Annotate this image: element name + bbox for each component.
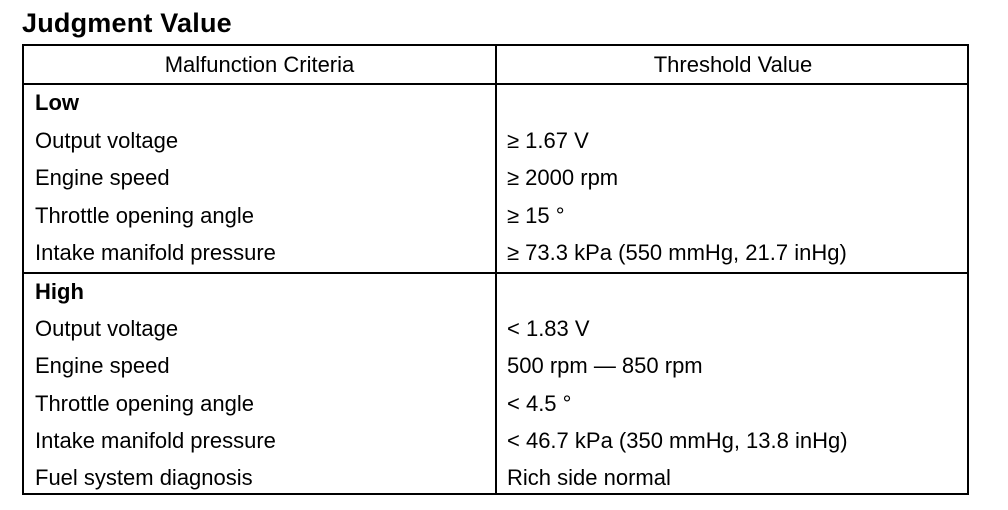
header-threshold-value: Threshold Value [653,52,813,77]
page-title: Judgment Value [22,8,232,38]
threshold-cell: ≥ 1.67 V [507,128,589,153]
column-divider [495,46,497,493]
header-malfunction-criteria: Malfunction Criteria [164,52,355,77]
threshold-cell: < 46.7 kPa (350 mmHg, 13.8 inHg) [507,428,848,453]
threshold-cell: < 4.5 ° [507,391,572,416]
threshold-cell: < 1.83 V [507,316,590,341]
group-divider [24,272,967,274]
criteria-cell: Fuel system diagnosis [35,465,253,490]
criteria-cell: Intake manifold pressure [35,428,276,453]
threshold-cell: ≥ 2000 rpm [507,165,619,190]
criteria-cell: Throttle opening angle [35,391,254,416]
group-label-low: Low [35,90,79,115]
header-divider [24,83,967,85]
criteria-cell: Throttle opening angle [35,203,254,228]
threshold-cell: 500 rpm — 850 rpm [507,353,703,378]
criteria-cell: Engine speed [35,353,170,378]
threshold-cell: ≥ 73.3 kPa (550 mmHg, 21.7 inHg) [507,240,847,265]
threshold-cell: Rich side normal [507,465,671,490]
threshold-cell: ≥ 15 ° [507,203,565,228]
group-label-high: High [35,279,84,304]
criteria-cell: Output voltage [35,128,179,153]
judgment-value-table [22,44,969,495]
criteria-cell: Intake manifold pressure [35,240,276,265]
criteria-cell: Output voltage [35,316,179,341]
criteria-cell: Engine speed [35,165,170,190]
